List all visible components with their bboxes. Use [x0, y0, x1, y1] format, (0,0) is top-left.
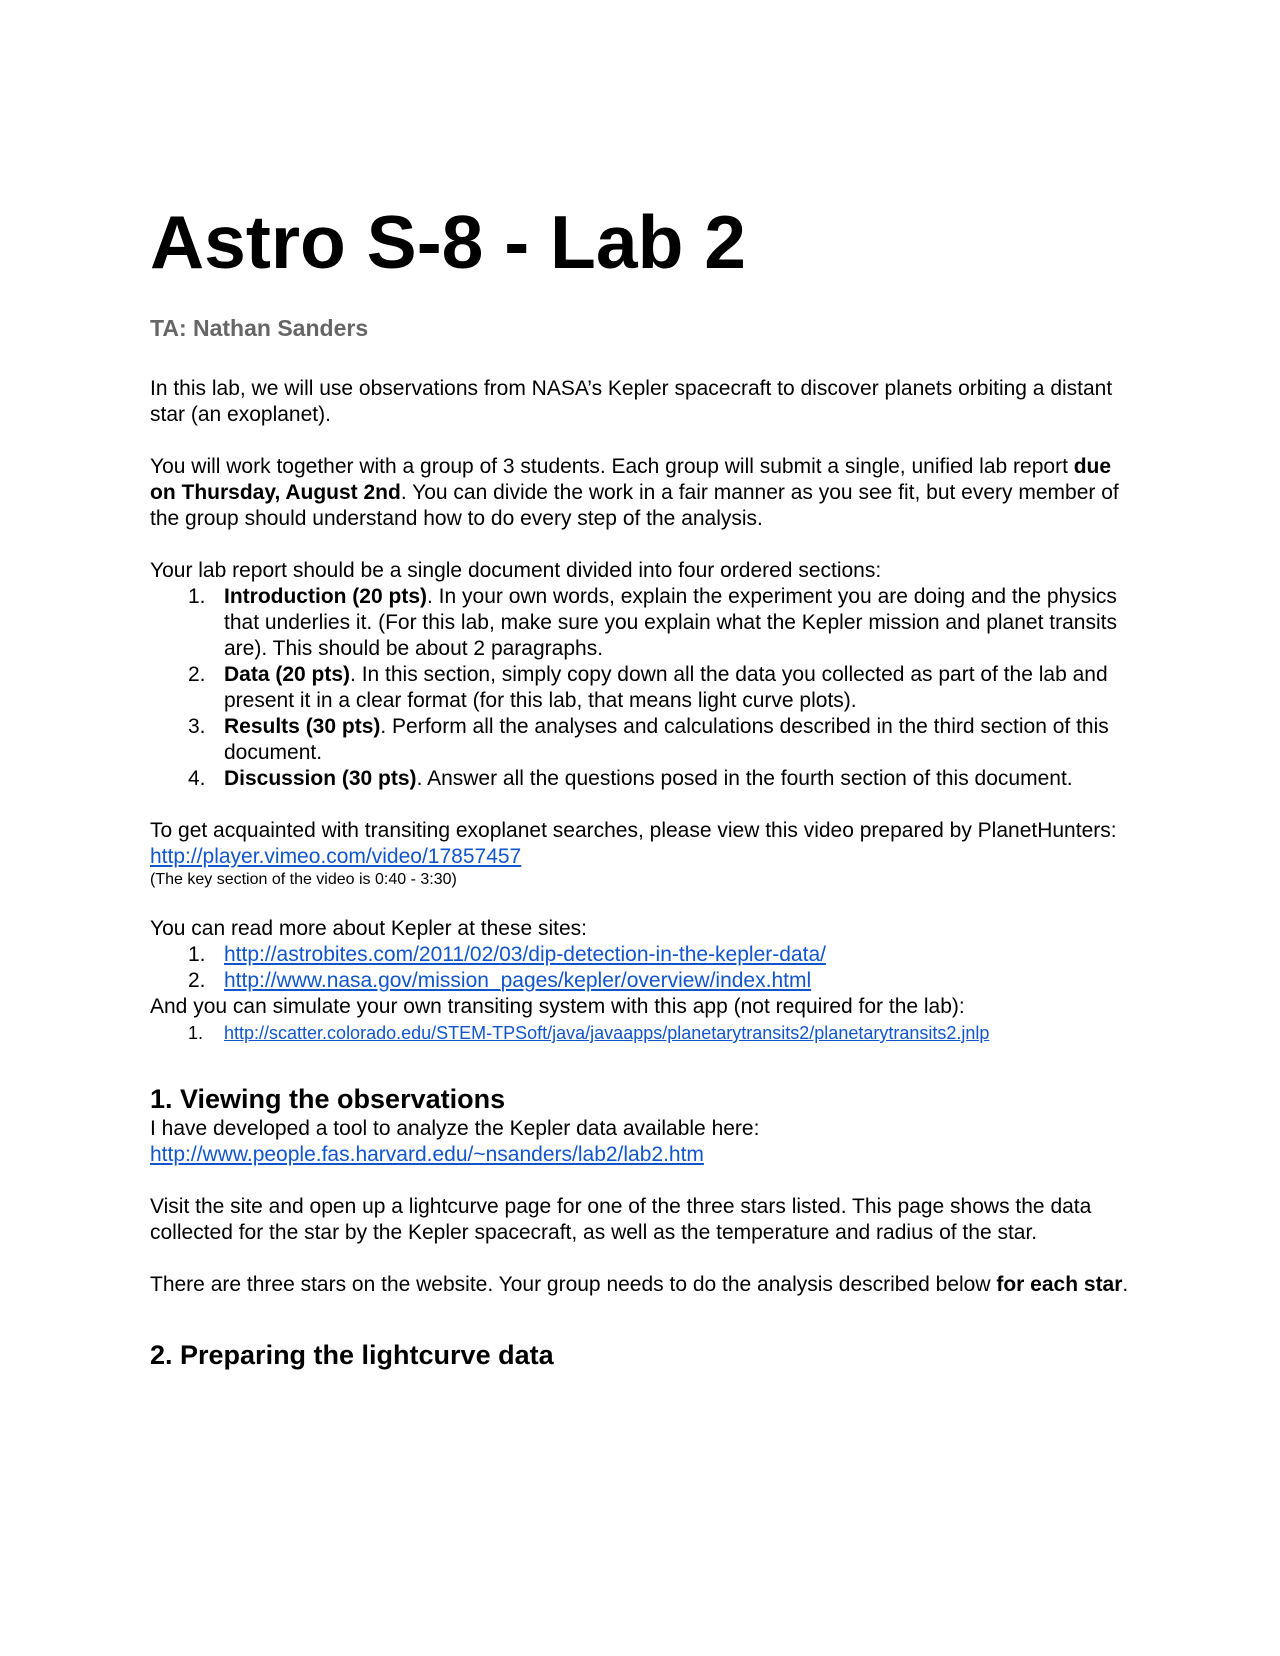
simulate-links-list	[150, 1020, 1130, 1046]
list-number: 1.	[188, 585, 206, 608]
list-item	[150, 942, 1130, 968]
kepler-intro: You can read more about Kepler at these sites:	[150, 917, 588, 940]
list-item-text: . Perform all the analyses and calculations described in the third section of this document.	[224, 715, 1109, 764]
stars-text-post: .	[1122, 1273, 1129, 1296]
nasa-kepler-link[interactable]: http://www.nasa.gov/mission_pages/kepler/overview/index.html	[224, 969, 812, 992]
simulate-intro: And you can simulate your own transiting system with this app (not required for the lab):	[150, 995, 965, 1018]
video-text: To get acquainted with transiting exoplanet searches, please view this video prepared by PlanetHunters:	[150, 819, 1117, 842]
list-number: 4.	[188, 767, 206, 790]
list-number: 1.	[188, 1023, 204, 1043]
list-item-text: . In this section, simply copy down all the data you collected as part of the lab and present it in a clear format (for this lab, that means light curve plots).	[224, 663, 1108, 712]
list-number: 1.	[188, 943, 206, 966]
intro-paragraph: In this lab, we will use observations from NASA’s Kepler spacecraft to discover planets orbiting a distant star (an exoplanet).	[150, 377, 1113, 426]
list-item	[150, 662, 1130, 714]
tool-link[interactable]: http://www.people.fas.harvard.edu/~nsanders/lab2/lab2.htm	[150, 1143, 704, 1166]
due-date: due on Thursday, August 2nd	[150, 455, 1112, 504]
page-title: Astro S-8 - Lab 2	[150, 200, 746, 284]
list-item	[150, 1020, 1130, 1046]
simulator-link[interactable]: http://scatter.colorado.edu/STEM-TPSoft/java/javaapps/planetarytransits2/planetarytransits2.jnlp	[224, 1023, 990, 1043]
video-note: (The key section of the video is 0:40 - 3:30)	[150, 871, 457, 888]
group-text-pre: You will work together with a group of 3 students. Each group will submit a single, unified lab report	[150, 455, 1074, 478]
list-item	[150, 714, 1130, 766]
group-paragraph	[150, 454, 1130, 532]
list-item-text: . Answer all the questions posed in the fourth section of this document.	[416, 767, 1073, 790]
list-item-title: Introduction (20 pts)	[224, 585, 427, 608]
video-link[interactable]: http://player.vimeo.com/video/17857457	[150, 845, 522, 868]
list-item	[150, 584, 1130, 662]
group-text-post: . You can divide the work in a fair manner as you see fit, but every member of the group should understand how to do every step of the analysis.	[150, 481, 1119, 530]
report-intro: Your lab report should be a single document divided into four ordered sections:	[150, 559, 882, 582]
stars-text-pre: There are three stars on the website. Your group needs to do the analysis described below	[150, 1273, 997, 1296]
stars-bold: for each star	[996, 1273, 1123, 1296]
video-paragraph	[150, 818, 1130, 870]
list-item-text: . In your own words, explain the experiment you are doing and the physics that underlies it. (For this lab, make sure you explain what the Kepler mission and planet transits are). This should be about 2 paragraphs.	[224, 585, 1117, 660]
report-sections-list	[150, 584, 1130, 792]
list-item-title: Results (30 pts)	[224, 715, 381, 738]
section-heading-1: 1. Viewing the observations	[150, 1084, 506, 1114]
stars-paragraph	[150, 1272, 1130, 1298]
section-heading-2: 2. Preparing the lightcurve data	[150, 1340, 554, 1370]
tool-link-line	[150, 1142, 1130, 1168]
list-number: 2.	[188, 969, 206, 992]
tool-text: I have developed a tool to analyze the Kepler data available here:	[150, 1117, 760, 1140]
list-item	[150, 968, 1130, 994]
list-item-title: Discussion (30 pts)	[224, 767, 417, 790]
page-subtitle: TA: Nathan Sanders	[150, 315, 369, 341]
astrobites-link[interactable]: http://astrobites.com/2011/02/03/dip-detection-in-the-kepler-data/	[224, 943, 826, 966]
list-item	[150, 766, 1130, 792]
visit-paragraph: Visit the site and open up a lightcurve page for one of the three stars listed. This page shows the data collected for the star by the Kepler spacecraft, as well as the temperature and radius of the star.	[150, 1195, 1092, 1244]
document-body	[150, 376, 1130, 1372]
kepler-links-list	[150, 942, 1130, 994]
list-number: 2.	[188, 663, 206, 686]
list-number: 3.	[188, 715, 206, 738]
list-item-title: Data (20 pts)	[224, 663, 351, 686]
